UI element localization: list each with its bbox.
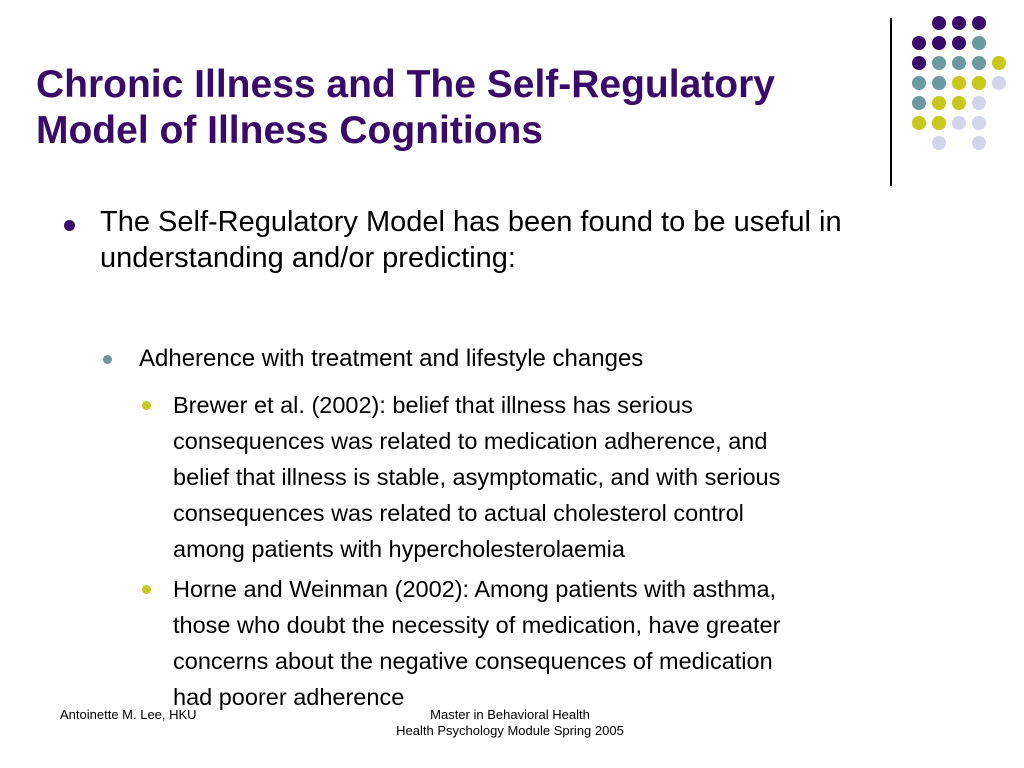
bullet-dot-icon: [103, 355, 112, 364]
decorative-dot: [912, 96, 926, 110]
bullet-dot-icon: [64, 220, 75, 231]
decorative-dot: [972, 96, 986, 110]
decorative-dot: [952, 16, 966, 30]
decorative-dot: [932, 56, 946, 70]
decorative-dot: [952, 56, 966, 70]
bullet-dot-icon: [142, 585, 151, 594]
footer-course-line-1: Master in Behavioral Health: [430, 707, 590, 722]
detail-bullet-text: [173, 571, 960, 715]
decorative-dot: [952, 36, 966, 50]
decorative-dot: [912, 56, 926, 70]
detail-line: belief that illness is stable, asymptomatic, and with serious: [173, 464, 781, 490]
detail-line: concerns about the negative consequences of medication: [173, 648, 773, 674]
detail-bullet-text: [173, 387, 960, 567]
decorative-dot: [952, 96, 966, 110]
decorative-dot: [952, 76, 966, 90]
bullet-dot-icon: [142, 401, 151, 410]
detail-bullet-brewer: [140, 387, 960, 567]
decorative-dot: [932, 136, 946, 150]
slide-title-line-1: Chronic Illness and The Self-Regulatory: [36, 63, 775, 106]
footer-course-line-2: Health Psychology Module Spring 2005: [396, 723, 624, 738]
decorative-dot: [912, 116, 926, 130]
detail-line: among patients with hypercholesterolaemia: [173, 536, 625, 562]
detail-bullet-horne: [140, 571, 960, 715]
main-bullet: [60, 204, 920, 276]
main-bullet-text: The Self-Regulatory Model has been found to be useful in understanding and/or predicting:: [100, 206, 842, 274]
decorative-dot: [972, 76, 986, 90]
sub-bullet-text: Adherence with treatment and lifestyle changes: [139, 345, 644, 372]
detail-line: had poorer adherence: [173, 684, 405, 710]
decorative-dot: [972, 116, 986, 130]
detail-line: consequences was related to medication adherence, and: [173, 428, 768, 454]
decorative-dot: [972, 16, 986, 30]
sub-bullet: [100, 344, 940, 374]
detail-line: consequences was related to actual cholesterol control: [173, 500, 744, 526]
decorative-dot: [932, 36, 946, 50]
decorative-dot: [952, 116, 966, 130]
decorative-dot: [912, 76, 926, 90]
footer-author: Antoinette M. Lee, HKU: [60, 707, 197, 722]
decorative-dot: [992, 56, 1006, 70]
decorative-dot: [912, 36, 926, 50]
footer-course: [360, 707, 660, 739]
decorative-dot: [932, 16, 946, 30]
slide-title: [36, 62, 896, 154]
detail-line: those who doubt the necessity of medication, have greater: [173, 612, 781, 638]
slide-title-line-2: Model of Illness Cognitions: [36, 109, 543, 152]
decorative-dot: [972, 56, 986, 70]
decorative-dot: [932, 76, 946, 90]
decorative-dot: [932, 116, 946, 130]
decorative-dot: [932, 96, 946, 110]
detail-line: Horne and Weinman (2002): Among patients with asthma,: [173, 576, 777, 602]
decorative-dot: [972, 36, 986, 50]
detail-line: Brewer et al. (2002): belief that illness has serious: [173, 392, 693, 418]
decorative-dot: [992, 76, 1006, 90]
decorative-dot: [972, 136, 986, 150]
